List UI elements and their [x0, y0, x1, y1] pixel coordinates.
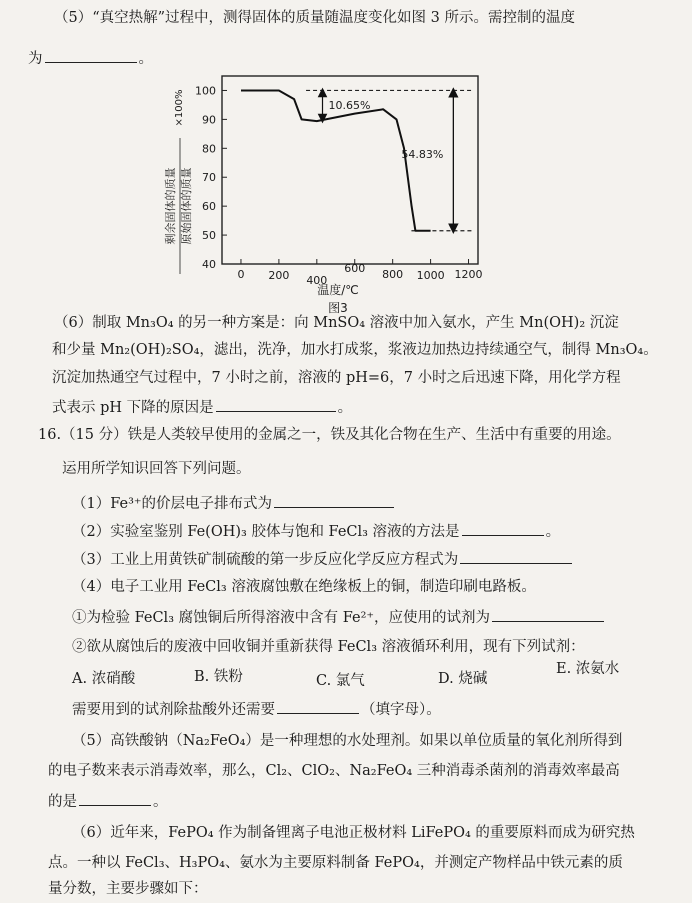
answer-blank[interactable] — [45, 48, 137, 63]
answer-blank[interactable] — [492, 607, 604, 622]
x-tick-label: 600 — [344, 262, 366, 275]
figure-3-chart — [160, 68, 500, 318]
x-tick-label: 400 — [306, 274, 328, 287]
q16-sub2 — [72, 521, 560, 542]
q16-sub4: （4）电子工业用 FeCl₃ 溶液腐蚀敷在绝缘板上的铜，制造印刷电路板。 — [72, 579, 536, 595]
q16-sub2-text: （2）实验室鉴别 Fe(OH)₃ 胶体与饱和 FeCl₃ 溶液的方法是 — [72, 524, 460, 540]
q16-sub5-line3-text: 的是 — [48, 794, 77, 810]
answer-blank[interactable] — [79, 791, 151, 806]
choice-a[interactable]: A. 浓硝酸 — [72, 671, 136, 687]
q16-sub4-item1 — [72, 607, 606, 628]
y-tick-label: 60 — [202, 200, 216, 214]
y-tick-label: 80 — [202, 142, 216, 156]
q16-sub5-line1: （5）高铁酸钠（Na₂FeO₄）是一种理想的水处理剂。如果以单位质量的氧化剂所得到 — [72, 733, 623, 749]
answer-blank[interactable] — [460, 549, 572, 564]
q16-sub4-item2-answer — [72, 699, 441, 720]
y-axis-label-denominator: 原始固体的质量 — [180, 167, 193, 245]
q16-sub5-line3 — [48, 791, 168, 812]
figure-caption: 图3 — [328, 301, 348, 315]
x-tick-label: 200 — [268, 269, 290, 282]
q16-sub4-item2: ②欲从腐蚀后的废液中回收铜并重新获得 FeCl₃ 溶液循环利用，现有下列试剂： — [72, 639, 585, 655]
answer-blank[interactable] — [462, 521, 544, 536]
q16-sub4-item2-answer-end: （填字母）。 — [361, 702, 441, 718]
q6-line1: （6）制取 Mn₃O₄ 的另一种方案是：向 MnSO₄ 溶液中加入氨水，产生 Mn(OH)₂ 沉淀 — [54, 315, 619, 331]
y-tick-label: 90 — [202, 113, 216, 127]
choice-d[interactable]: D. 烧碱 — [438, 671, 488, 687]
q6-line4-text: 式表示 pH 下降的原因是 — [52, 400, 214, 416]
x-tick-label: 0 — [237, 268, 245, 281]
q16-heading: 16.（15 分）铁是人类较早使用的金属之一，铁及其化合物在生产、生活中有重要的用途。 — [38, 427, 621, 443]
answer-blank[interactable] — [274, 493, 394, 508]
q16-sub6-line2: 点。一种以 FeCl₃、H₃PO₄、氨水为主要原料制备 FePO₄，并测定产物样品中铁元素的质 — [48, 855, 623, 871]
choice-c[interactable]: C. 氯气 — [316, 673, 365, 689]
annotation-label: 54.83% — [401, 148, 444, 162]
q6-end: 。 — [337, 400, 353, 416]
q6-line4 — [52, 397, 352, 418]
choice-b[interactable]: B. 铁粉 — [194, 669, 243, 685]
answer-blank[interactable] — [216, 397, 336, 412]
q6-line3: 沉淀加热通空气过程中，7 小时之前，溶液的 pH=6，7 小时之后迅速下降，用化学方程 — [52, 370, 621, 386]
q16-sub2-end: 。 — [545, 524, 561, 540]
q16-sub3 — [72, 549, 574, 570]
q16-sub5-end: 。 — [153, 794, 168, 810]
choice-e[interactable]: E. 浓氨水 — [556, 661, 620, 677]
y-tick-label: 70 — [202, 171, 216, 185]
q5-line2-text: 为 — [28, 51, 43, 67]
q16-sub1-text: （1）Fe³⁺的价层电子排布式为 — [72, 496, 273, 512]
y-axis-label-numerator: 剩余固体的质量 — [164, 167, 177, 245]
x-tick-label: 1000 — [416, 269, 445, 282]
annotation-label: 10.65% — [328, 98, 371, 112]
q16-sub5-line2: 的电子数来表示消毒效率，那么，Cl₂、ClO₂、Na₂FeO₄ 三种消毒杀菌剂的消毒效率最高 — [48, 763, 620, 779]
q16-sub6-line1: （6）近年来，FePO₄ 作为制备锂离子电池正极材料 LiFePO₄ 的重要原料而成为研究热 — [72, 825, 635, 841]
answer-blank[interactable] — [277, 699, 359, 714]
q16-sub4-item1-text: ①为检验 FeCl₃ 腐蚀铜后所得溶液中含有 Fe²⁺，应使用的试剂为 — [72, 610, 491, 626]
x-tick-label: 800 — [382, 268, 404, 281]
q6-line2: 和少量 Mn₂(OH)₂SO₄，滤出，洗净，加水打成浆，浆液边加热边持续通空气，制得 Mn₃O₄。 — [52, 342, 658, 358]
x-tick-label: 1200 — [454, 268, 483, 281]
x-axis-label: 温度/℃ — [317, 283, 359, 297]
q16-heading-2: 运用所学知识回答下列问题。 — [62, 461, 251, 477]
y-tick-label: 100 — [195, 84, 216, 98]
y-axis-label-suffix: ×100% — [174, 89, 185, 127]
q16-sub4-item2-answer-text: 需要用到的试剂除盐酸外还需要 — [72, 702, 275, 718]
q5-line1: （5）“真空热解”过程中，测得固体的质量随温度变化如图 3 所示。需控制的温度 — [54, 10, 575, 26]
q16-sub6-line3: 量分数，主要步骤如下： — [48, 881, 208, 897]
y-tick-label: 50 — [202, 229, 216, 243]
y-axis-label — [163, 90, 193, 274]
q16-sub3-text: （3）工业上用黄铁矿制硫酸的第一步反应化学反应方程式为 — [72, 552, 459, 568]
q5-line2 — [28, 48, 153, 69]
y-tick-label: 40 — [202, 258, 216, 271]
chart-svg — [160, 68, 500, 318]
q16-sub1 — [72, 493, 396, 514]
q5-end: 。 — [138, 51, 153, 67]
